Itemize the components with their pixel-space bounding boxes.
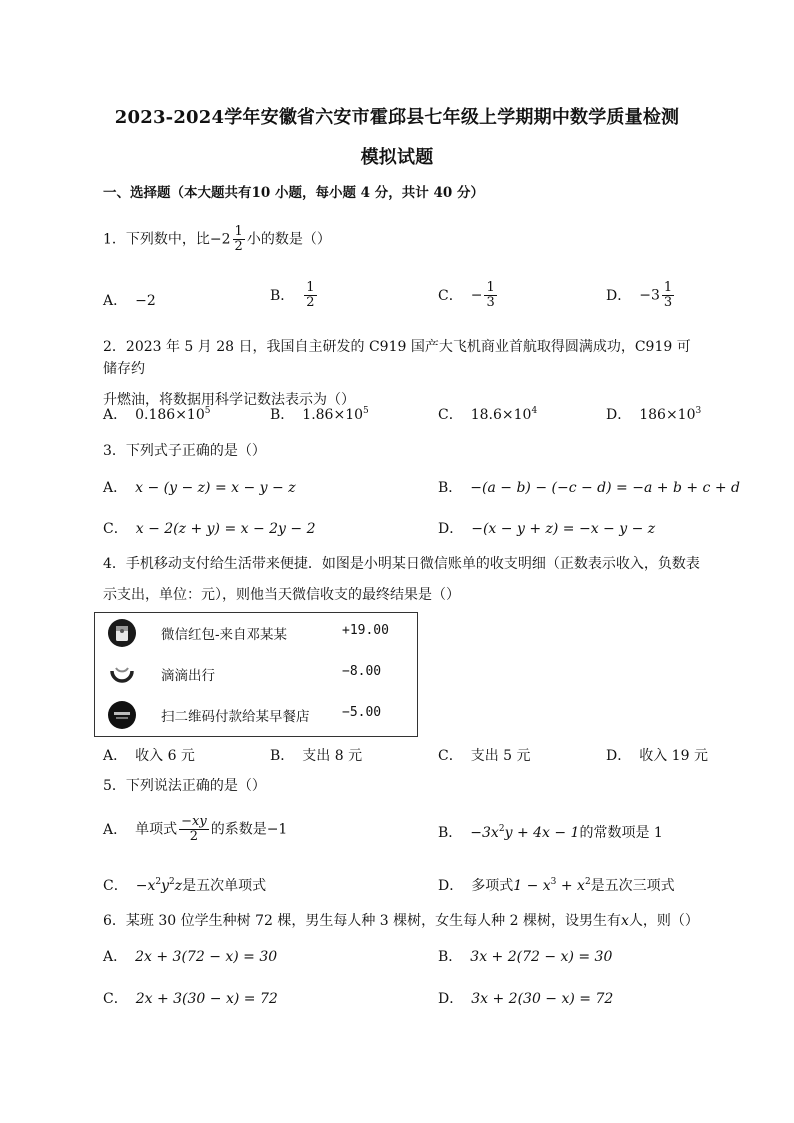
q1-option-d[interactable]: D． −3 $\frac{1}{3}$: [606, 280, 673, 310]
q3-option-c[interactable]: C． x − 2(z + y) = x − 2y − 2: [103, 521, 316, 537]
q6-option-b[interactable]: B． 3x + 2(72 − x) = 30: [438, 949, 613, 965]
question-4-stem: 4．手机移动支付给生活带来便捷．如图是小明某日微信账单的收支明细（正数表示收入，负数表 示支出，单位：元），则他当天微信收支的最终结果是（）: [103, 556, 700, 603]
q5-option-b[interactable]: B． $-3x^2y + 4x - 1$的常数项是 1: [438, 824, 663, 841]
q6-option-d[interactable]: D． 3x + 2(30 − x) = 72: [438, 991, 614, 1007]
q6-option-a[interactable]: A． 2x + 3(72 − x) = 30: [103, 949, 278, 965]
fraction: $\frac{1}{2}$: [234, 224, 243, 254]
q4-option-d[interactable]: D． 收入 19 元: [606, 748, 708, 764]
q2-option-d[interactable]: D． $186\times 10^3$: [606, 406, 702, 423]
q3-option-b[interactable]: B． −(a − b) − (−c − d) = −a + b + c + d: [438, 480, 740, 496]
q2-option-b[interactable]: B． $1.86\times 10^5$: [270, 406, 369, 423]
question-1-stem: 1．下列数中，比−2 $\frac{1}{2}$ 小的数是（）: [103, 224, 331, 254]
q4-option-c[interactable]: C． 支出 5 元: [438, 748, 531, 764]
red-packet-icon: [107, 618, 137, 648]
question-2-stem: 2．2023 年 5 月 28 日，我国自主研发的 C919 国产大飞机商业首航取得圆满成功，C919 可储存约 升燃油，将数据用科学记数法表示为（）: [103, 339, 691, 408]
wechat-bill-figure: [94, 612, 418, 737]
q4-option-b[interactable]: B． 支出 8 元: [270, 748, 363, 764]
q1-option-b[interactable]: B． $\frac{1}{2}$: [270, 280, 315, 310]
q5-option-d[interactable]: D． 多项式$1 - x^3 + x^2$是五次三项式: [438, 877, 675, 894]
paper-subtitle: 模拟试题: [360, 147, 434, 168]
q5-option-a[interactable]: A． 单项式 $\frac{-xy}{2}$ 的系数是−1: [103, 814, 288, 844]
q2-option-c[interactable]: C． $18.6\times 10^4$: [438, 406, 538, 423]
q4-option-a[interactable]: A． 收入 6 元: [103, 748, 195, 764]
bill-row: 滴滴出行 −8.00: [95, 654, 417, 694]
qr-pay-icon: [107, 700, 137, 730]
q2-option-a[interactable]: A． $0.186\times 10^5$: [103, 406, 211, 423]
question-3-stem: 3．下列式子正确的是（）: [103, 443, 266, 459]
didi-icon: [107, 659, 137, 689]
section-heading: 一、选择题（本大题共有10 小题，每小题 4 分，共计 40 分）: [103, 185, 484, 201]
bill-row: 扫二维码付款给某早餐店 −5.00: [95, 695, 417, 735]
question-6-stem: 6．某班 30 位学生种树 72 棵，男生每人种 3 棵树，女生每人种 2 棵树，设男生有x人，则（）: [103, 913, 699, 929]
q3-option-a[interactable]: A． x − (y − z) = x − y − z: [103, 480, 296, 496]
q5-option-c[interactable]: C． $-x^2y^2z$是五次单项式: [103, 877, 267, 894]
q1-option-a[interactable]: A． −2: [103, 293, 156, 309]
paper-title: 2023-2024学年安徽省六安市霍邱县七年级上学期期中数学质量检测: [114, 107, 680, 128]
bill-row: 微信红包-来自邓某某 +19.00: [95, 613, 417, 653]
q1-option-c[interactable]: C． − $\frac{1}{3}$: [438, 280, 495, 310]
question-5-stem: 5．下列说法正确的是（）: [103, 778, 266, 794]
q3-option-d[interactable]: D． −(x − y + z) = −x − y − z: [438, 521, 656, 537]
q6-option-c[interactable]: C． 2x + 3(30 − x) = 72: [103, 991, 278, 1007]
